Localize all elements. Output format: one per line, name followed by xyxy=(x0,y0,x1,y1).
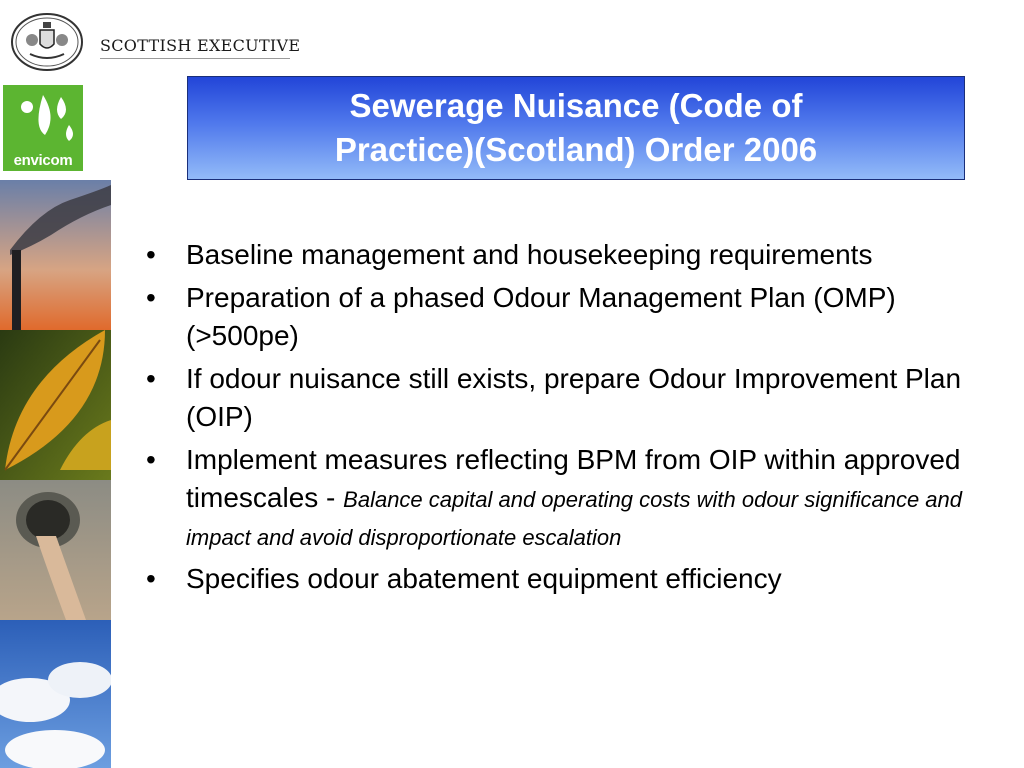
clouds-photo xyxy=(0,620,111,768)
slide-title-box xyxy=(187,76,965,180)
list-item xyxy=(146,279,996,355)
bullet-icon: • xyxy=(146,363,156,394)
list-item xyxy=(146,236,996,274)
bullet-text: Implement measures reflecting BPM from OIP within approved timescales - xyxy=(186,444,961,513)
outfall-pipe-photo xyxy=(0,480,111,620)
slide-title: Sewerage Nuisance (Code of Practice)(Scotland) Order 2006 xyxy=(334,87,818,168)
leaf-photo xyxy=(0,330,111,480)
bullet-icon: • xyxy=(146,239,156,270)
bullet-list xyxy=(146,236,996,603)
bullet-icon: • xyxy=(146,444,156,475)
list-item xyxy=(146,560,996,598)
bullet-text: Specifies odour abatement equipment efficiency xyxy=(186,563,782,594)
header-divider xyxy=(100,58,290,59)
envicom-label: envicom xyxy=(13,152,73,169)
bullet-text: Preparation of a phased Odour Management Plan (OMP) (>500pe) xyxy=(186,282,896,351)
bullet-text: Baseline management and housekeeping requirements xyxy=(186,239,873,270)
bullet-note: Balance capital and operating costs with odour significance and impact and avoid disproportionate escalation xyxy=(186,487,962,550)
bullet-icon: • xyxy=(146,563,156,594)
image-strip xyxy=(0,180,111,768)
envicom-drops-icon xyxy=(3,85,83,155)
bullet-icon: • xyxy=(146,282,156,313)
list-item xyxy=(146,360,996,436)
organisation-name: SCOTTISH EXECUTIVE xyxy=(100,36,301,55)
bullet-text: If odour nuisance still exists, prepare Odour Improvement Plan (OIP) xyxy=(186,363,962,432)
envicom-logo xyxy=(3,85,83,171)
list-item xyxy=(146,441,996,555)
chimney-photo xyxy=(0,180,111,330)
royal-crest-icon xyxy=(10,12,84,72)
